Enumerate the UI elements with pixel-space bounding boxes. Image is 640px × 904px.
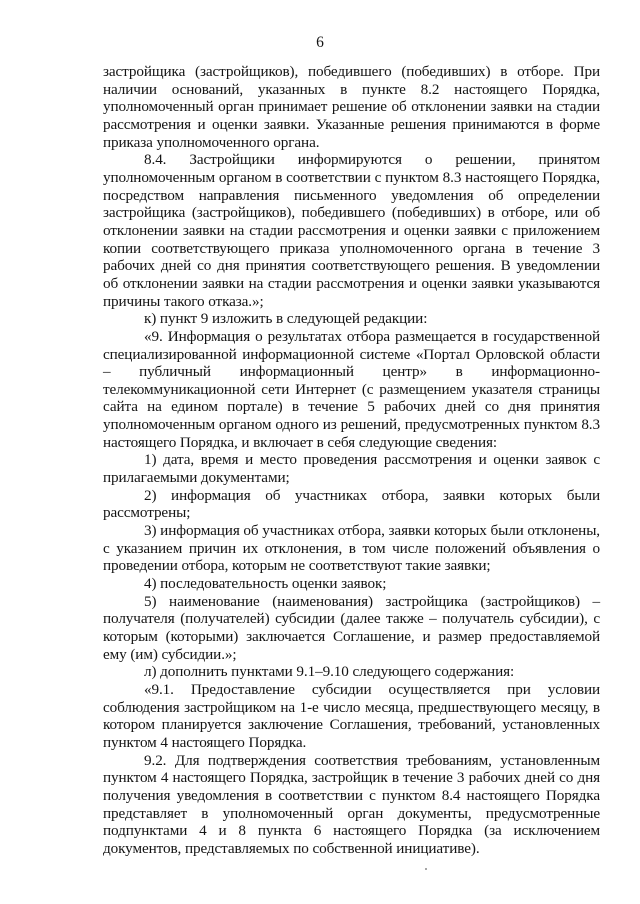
paragraph-item-l: л) дополнить пунктами 9.1–9.10 следующего содержания: <box>144 663 515 681</box>
list-item-1: 1) дата, время и место проведения рассмотрения и оценки заявок с прилагаемыми документами; <box>103 451 600 487</box>
document-body <box>103 63 600 858</box>
paragraph-9-1: «9.1. Предоставление субсидии осуществляется при условии соблюдения застройщиком на 1-е число месяца, предшествующего месяцу, в котором планируется заключение Соглашения, требований, установленных пунктом 4 настоящего Порядка. <box>103 680 600 751</box>
paragraph-8-4: 8.4. Застройщики информируются о решении, принятом уполномоченным органом в соответствии с пунктом 8.3 настоящего Порядка, посредством направления письменного уведомления об определении застройщика (застройщиков), победившего (победивших) в отборе, или об отклонении заявки на стадии рассмотрения и оценки заявки с приложением копии соответствующего приказа уполномоченного органа в течение 3 рабочих дней со дня принятия соответствующего решения. В уведомлении об отклонении заявки на стадии рассмотрения и оценки заявки указываются причины такого отказа.»; <box>103 151 600 310</box>
list-item-5: 5) наименование (наименования) застройщика (застройщиков) – получателя (получателей) субсидии (далее также – получатель субсидии), с которым (которыми) заключается Соглашение, и размер предоставляемой ему (им) субсидии.»; <box>103 592 600 663</box>
list-item-3: 3) информация об участниках отбора, заявки которых были отклонены, с указанием причин их отклонения, в том числе положений объявления о проведении отбора, которым не соответствуют такие заявки; <box>103 522 600 575</box>
list-item-4: 4) последовательность оценки заявок; <box>144 575 387 593</box>
scan-speck <box>425 868 427 870</box>
paragraph-continuation: застройщика (застройщиков), победившего (победивших) в отборе. При наличии оснований, указанных в пункте 8.2 настоящего Порядка, уполномоченный орган принимает решение об отклонении заявки на стадии рассмотрения и оценки заявки. Указанные решения принимаются в форме приказа уполномоченного органа. <box>103 63 600 151</box>
paragraph-item-k: к) пункт 9 изложить в следующей редакции: <box>144 310 428 328</box>
paragraph-9-2: 9.2. Для подтверждения соответствия требованиям, установленным пунктом 4 настоящего Порядка, застройщик в течение 3 рабочих дней со дня получения уведомления в соответствии с пунктом 8.4 настоящего Порядка представляет в уполномоченный орган документы, предусмотренные подпунктами 4 и 8 пункта 6 настоящего Порядка (за исключением документов, представляемых по собственной инициативе). <box>103 751 600 857</box>
list-item-2: 2) информация об участниках отбора, заявки которых были рассмотрены; <box>103 486 600 522</box>
page-number: 6 <box>316 34 324 51</box>
paragraph-9: «9. Информация о результатах отбора размещается в государственной специализированной информационной системе «Портал Орловской области – публичный информационный центр» в информационно-телекоммуникационной сети Интернет (с размещением указателя страницы сайта на едином портале) в течение 5 рабочих дней со дня принятия уполномоченным органом одного из решений, предусмотренных пунктом 8.3 настоящего Порядка, и включает в себя следующие сведения: <box>103 327 600 451</box>
